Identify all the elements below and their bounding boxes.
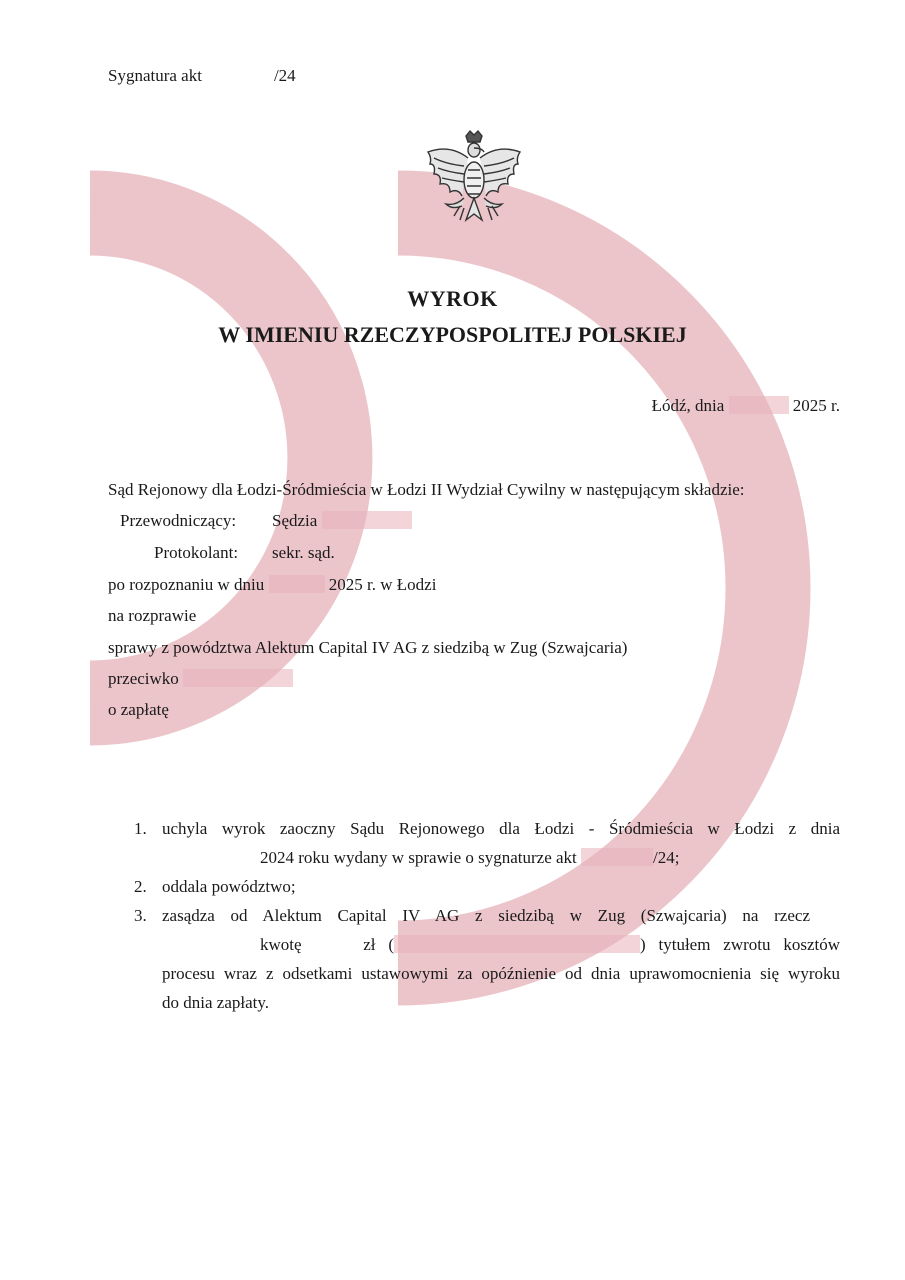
chair-redaction (322, 511, 412, 529)
ruling-1-text: 2024 roku wydany w sprawie o sygnaturze akt (260, 848, 577, 867)
case-line: sprawy z powództwa Alektum Capital IV AG z siedzibą w Zug (Szwajcaria) (108, 638, 628, 657)
ruling-item-3 (108, 901, 840, 1017)
chair-value (272, 511, 412, 531)
hearing-redaction (269, 575, 325, 593)
ruling-list (108, 814, 840, 1017)
hearing-suffix: 2025 r. w Łodzi (328, 575, 437, 594)
ruling-3-text: zasądza od Alektum Capital IV AG z siedzibą w Zug (Szwajcaria) na rzecz (162, 906, 810, 925)
date-suffix: 2025 r. (792, 396, 840, 415)
chair-value-text: Sędzia (272, 511, 318, 530)
hearing-line (108, 575, 436, 595)
date-line (652, 396, 840, 416)
court-composition: Sąd Rejonowy dla Łodzi-Śródmieścia w Łodzi II Wydział Cywilny w następującym składzie: (108, 480, 745, 499)
ruling-1-line-1: uchyla wyrok zaoczny Sądu Rejonowego dla Łodzi - Śródmieścia w Łodzi z dnia (162, 819, 840, 838)
eagle-emblem-icon (420, 128, 528, 236)
document-title: WYROK (407, 286, 498, 311)
date-redaction (729, 396, 789, 414)
ruling-3-currency: zł ( (363, 935, 395, 954)
ruling-3-line-1 (162, 901, 840, 930)
document-subtitle: W IMIENIU RZECZYPOSPOLITEJ POLSKIEJ (218, 322, 687, 347)
ruling-3-line-2 (162, 930, 840, 959)
clerk-label: Protokolant: (154, 543, 239, 562)
date-prefix: Łódź, dnia (651, 396, 725, 415)
signature-label: Sygnatura akt (108, 66, 202, 85)
ruling-3-line-3: procesu wraz z odsetkami ustawowymi za opóźnienie od dnia uprawomocnienia się wyroku (162, 964, 840, 983)
ruling-number: 3. (134, 906, 147, 925)
signature-line (108, 66, 296, 86)
ruling-item-1 (108, 814, 840, 872)
ruling-1-suffix: /24; (653, 848, 680, 867)
amount-words-redaction (394, 935, 640, 953)
ruling-number: 2. (134, 877, 147, 896)
subject-line: o zapłatę (108, 700, 169, 719)
hearing-prefix: po rozpoznaniu w dniu (108, 575, 265, 594)
session-line: na rozprawie (108, 606, 197, 625)
clerk-value: sekr. sąd. (272, 543, 335, 562)
ruling-3-amount-label: kwotę (260, 935, 302, 954)
ruling-1-line-2 (162, 843, 840, 872)
ruling-number: 1. (134, 819, 147, 838)
chair-label: Przewodniczący: (120, 511, 237, 530)
ruling-3-cost-text: ) tytułem zwrotu kosztów (640, 935, 841, 954)
signature-suffix: /24 (273, 66, 296, 85)
against-line (108, 669, 293, 689)
ruling-2-text: oddala powództwo; (162, 877, 296, 896)
against-label: przeciwko (108, 669, 179, 688)
ruling-item-2 (108, 872, 840, 901)
case-number-redaction (581, 848, 653, 866)
ruling-3-line-4: do dnia zapłaty. (162, 993, 269, 1012)
defendant-redaction (183, 669, 293, 687)
